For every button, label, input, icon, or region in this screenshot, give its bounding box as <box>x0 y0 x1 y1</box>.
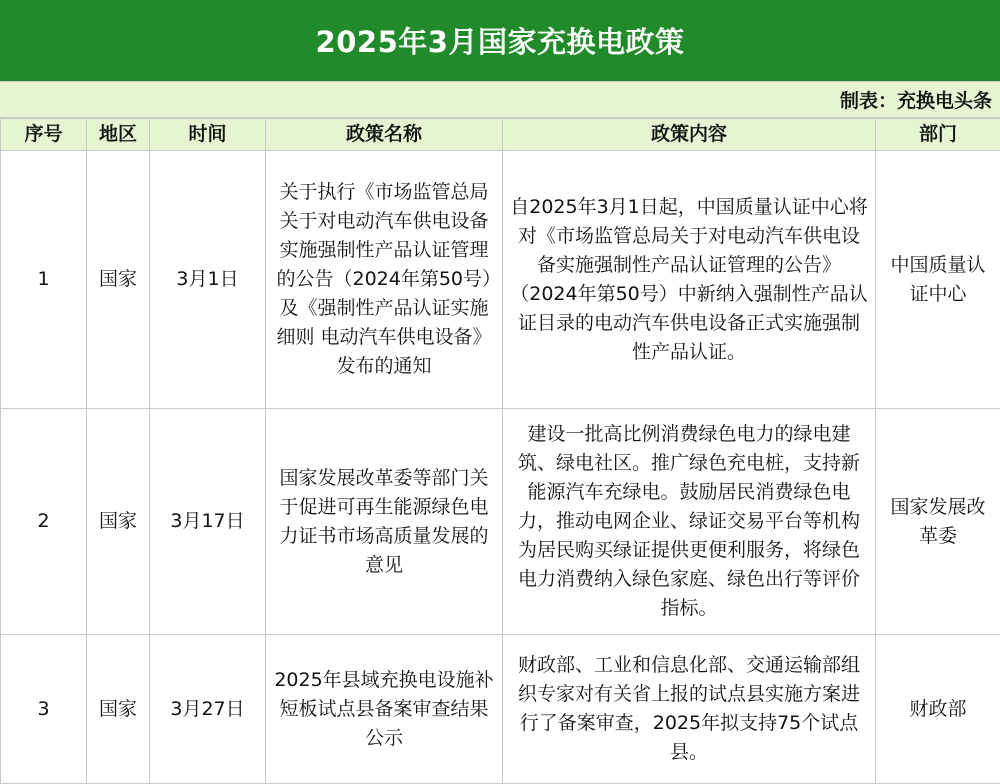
cell-region: 国家 <box>87 635 150 784</box>
cell-policy-content: 建设一批高比例消费绿色电力的绿电建筑、绿电社区。推广绿色充电桩，支持新能源汽车充绿电。鼓励居民消费绿色电力，推动电网企业、绿证交易平台等机构为居民购买绿证提供更便利服务，将绿色电力消费纳入绿色家庭、绿色出行等评价指标。 <box>503 409 876 635</box>
column-header-policy-content: 政策内容 <box>503 119 876 151</box>
cell-date: 3月1日 <box>150 151 266 409</box>
column-header-policy-name: 政策名称 <box>266 119 503 151</box>
cell-no: 2 <box>1 409 87 635</box>
cell-policy-name: 2025年县域充换电设施补短板试点县备案审查结果公示 <box>266 635 503 784</box>
table-row <box>1 151 1000 409</box>
column-header-no: 序号 <box>1 119 87 151</box>
cell-no: 3 <box>1 635 87 784</box>
cell-region: 国家 <box>87 409 150 635</box>
table-row <box>1 635 1000 784</box>
column-header-date: 时间 <box>150 119 266 151</box>
cell-policy-content: 自2025年3月1日起，中国质量认证中心将对《市场监管总局关于对电动汽车供电设备实施强制性产品认证管理的公告》（2024年第50号）中新纳入强制性产品认证目录的电动汽车供电设备正式实施强制性产品认证。 <box>503 151 876 409</box>
cell-policy-name: 关于执行《市场监管总局关于对电动汽车供电设备实施强制性产品认证管理的公告（2024年第50号）及《强制性产品认证实施细则 电动汽车供电设备》发布的通知 <box>266 151 503 409</box>
table-credit: 制表：充换电头条 <box>0 82 1000 118</box>
cell-region: 国家 <box>87 151 150 409</box>
cell-date: 3月17日 <box>150 409 266 635</box>
cell-policy-content: 财政部、工业和信息化部、交通运输部组织专家对有关省上报的试点县实施方案进行了备案审查，2025年拟支持75个试点县。 <box>503 635 876 784</box>
page-title: 2025年3月国家充换电政策 <box>0 0 1000 82</box>
cell-policy-name: 国家发展改革委等部门关于促进可再生能源绿色电力证书市场高质量发展的意见 <box>266 409 503 635</box>
policy-table <box>0 118 1000 784</box>
column-header-region: 地区 <box>87 119 150 151</box>
cell-department: 财政部 <box>876 635 1000 784</box>
table-header-row <box>1 119 1000 151</box>
cell-department: 中国质量认证中心 <box>876 151 1000 409</box>
column-header-department: 部门 <box>876 119 1000 151</box>
table-row <box>1 409 1000 635</box>
cell-department: 国家发展改革委 <box>876 409 1000 635</box>
cell-date: 3月27日 <box>150 635 266 784</box>
cell-no: 1 <box>1 151 87 409</box>
